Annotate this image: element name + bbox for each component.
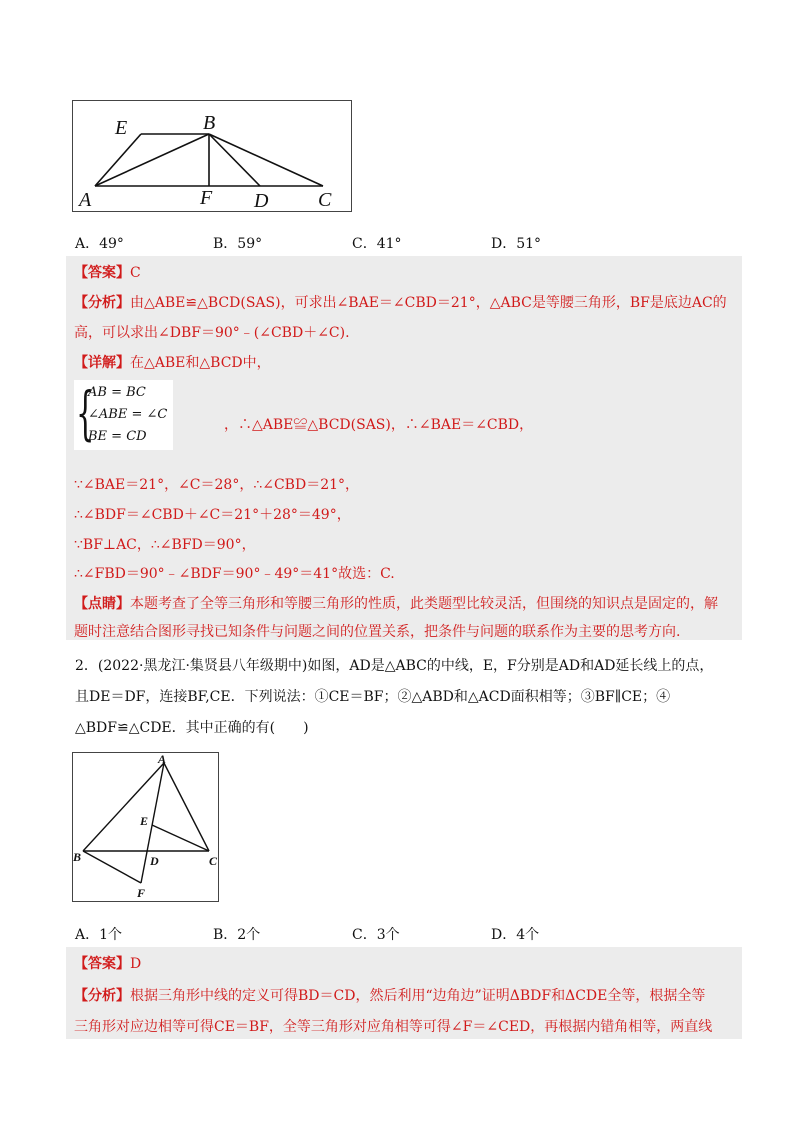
- q1-answer-tag: 【答案】: [74, 265, 130, 281]
- q2-line-2: 且DE＝DF，连接BF,CE．下列说法：①CE＝BF；②△ABD和△ACD面积相等；③BF∥CE；④: [75, 689, 671, 705]
- q1-comment-tag: 【点睛】: [74, 596, 130, 612]
- q2-line-3: △BDF≌△CDE．其中正确的有( ): [75, 720, 309, 736]
- figure-2: [72, 752, 219, 902]
- q1-step-1: ∵∠BAE＝21°，∠C＝28°，∴∠CBD＝21°，: [74, 477, 360, 493]
- q1-step-2: ∴∠BDF＝∠CBD＋∠C＝21°＋28°＝49°，: [74, 507, 351, 523]
- q1-analysis-line1: 由△ABE≌△BCD(SAS)，可求出∠BAE＝∠CBD＝21°，△ABC是等腰三角形，BF是底边AC的: [130, 295, 727, 311]
- q1-answer-block: [66, 256, 742, 640]
- q1-detail-line1: 在△ABE和△BCD中，: [130, 355, 271, 371]
- q1-comment-line2: 题时注意结合图形寻找已知条件与问题之间的位置关系，把条件与问题的联系作为主要的思考方向.: [74, 624, 681, 640]
- q2-answer-value: D: [130, 956, 142, 972]
- q2-answer-tag: 【答案】: [74, 956, 130, 972]
- q1-option-a: A．49°: [75, 236, 124, 252]
- system-row-1: AB = BC: [88, 385, 146, 400]
- fig1-label-f: F: [200, 187, 213, 209]
- fig2-label-c: C: [209, 854, 218, 868]
- fig2-label-f: F: [137, 886, 146, 900]
- q2-analysis-tag: 【分析】: [74, 988, 130, 1004]
- fig1-label-e: E: [115, 117, 128, 139]
- q1-system-conclusion: ，∴△ABE≌△BCD(SAS)，∴∠BAE＝∠CBD，: [224, 417, 534, 433]
- q1-option-c: C．41°: [352, 236, 402, 252]
- q1-option-d: D．51°: [491, 236, 542, 252]
- q1-option-b: B．59°: [213, 236, 263, 252]
- q2-analysis-line1: 根据三角形中线的定义可得BD＝CD，然后利用“边角边”证明ΔBDF和ΔCDE全等，根据全等: [130, 988, 706, 1004]
- system-row-2: ∠ABE = ∠C: [88, 407, 168, 422]
- q2-option-c: C．3个: [352, 927, 400, 943]
- q2-option-a: A．1个: [75, 927, 123, 943]
- fig2-label-d: D: [150, 854, 159, 868]
- fig1-label-b: B: [203, 112, 216, 134]
- q2-analysis-line2: 三角形对应边相等可得CE＝BF，全等三角形对应角相等可得∠F＝∠CED，再根据内错角相等，两直线: [74, 1019, 713, 1035]
- q2-option-d: D．4个: [491, 927, 540, 943]
- fig1-label-c: C: [318, 189, 332, 211]
- q1-answer-value: C: [130, 265, 141, 281]
- q1-step-3: ∵BF⊥AC，∴∠BFD＝90°，: [74, 537, 256, 553]
- q1-analysis-tag: 【分析】: [74, 295, 130, 311]
- q2-line-1: 2．(2022·黑龙江·集贤县八年级期中)如图，AD是△ABC的中线，E，F分别是AD和AD延长线上的点，: [75, 658, 714, 674]
- q1-step-4: ∴∠FBD＝90°﹣∠BDF＝90°﹣49°＝41°故选：C.: [74, 566, 395, 582]
- figure-1: [72, 100, 352, 212]
- q1-analysis-line2: 高，可以求出∠DBF＝90°﹣(∠CBD＋∠C).: [74, 325, 350, 341]
- fig2-label-b: B: [73, 850, 82, 864]
- q1-comment-line1: 本题考查了全等三角形和等腰三角形的性质，此类题型比较灵活，但围绕的知识点是固定的，解: [130, 596, 718, 612]
- fig2-label-e: E: [140, 814, 149, 828]
- q2-answer-block: [66, 947, 742, 1039]
- system-row-3: BE = CD: [88, 429, 147, 444]
- q1-detail-tag: 【详解】: [74, 355, 130, 371]
- fig1-label-d: D: [254, 190, 269, 211]
- q2-option-b: B．2个: [213, 927, 261, 943]
- equation-system: { AB = BC ∠ABE = ∠C BE = CD: [74, 380, 173, 450]
- fig1-label-a: A: [79, 189, 92, 211]
- fig2-label-a: A: [158, 753, 167, 766]
